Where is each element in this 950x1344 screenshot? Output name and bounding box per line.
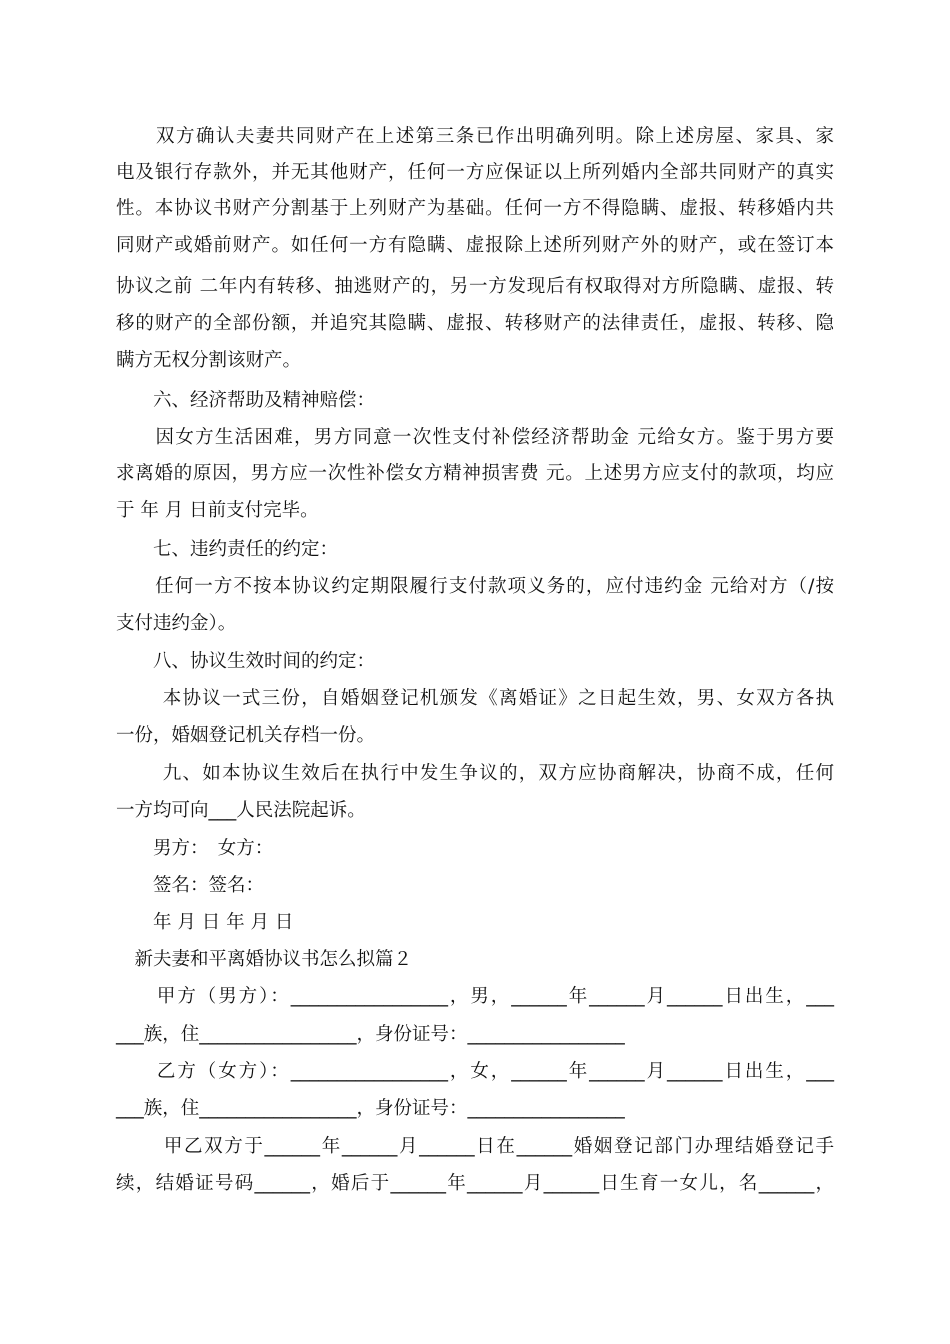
- section-6-line: 因女方生活困难，男方同意一次性支付补偿经济帮助金 元给女方。鉴于男方要: [116, 427, 834, 448]
- section-8-heading: 八、协议生效时间的约定：: [116, 651, 376, 672]
- section-6-line: 于 年 月 日前支付完毕。: [116, 500, 319, 521]
- section-9-line: 九、如本协议生效后在执行中发生争议的，双方应协商解决，协商不成，任何: [116, 763, 834, 784]
- paragraph-5-line: 移的财产的全部份额，并追究其隐瞒、虚报、转移财产的法律责任，虚报、转移、隐: [116, 313, 834, 334]
- section-9-line: 一方均可向___人民法院起诉。: [116, 800, 366, 821]
- section-8-line: 一份，婚姻登记机关存档一份。: [116, 725, 376, 746]
- section-8-line: 本协议一式三份，自婚姻登记机颁发《离婚证》之日起生效，男、女双方各执: [116, 688, 834, 709]
- section-7-line: 任何一方不按本协议约定期限履行支付款项义务的，应付违约金 元给对方（/按: [116, 576, 834, 597]
- paragraph-5-line: 双方确认夫妻共同财产在上述第三条已作出明确列明。除上述房屋、家具、家: [116, 126, 834, 147]
- section-7-line: 支付违约金）。: [116, 613, 237, 634]
- paragraph-5-line: 同财产或婚前财产。如任何一方有隐瞒、虚报除上述所列财产外的财产，或在签订本: [116, 235, 834, 256]
- article-2-title: 新夫妻和平离婚协议书怎么拟篇２: [116, 949, 413, 970]
- paragraph-5-line: 瞒方无权分割该财产。: [116, 350, 302, 371]
- party-b-line: ___族，住_________________，身份证号：_________________: [116, 1098, 625, 1119]
- signature-dates: 年 月 日 年 月 日: [116, 912, 294, 933]
- paragraph-5-line: 协议之前 二年内有转移、抽逃财产的，另一方发现后有权取得对方所隐瞒、虚报、转: [116, 276, 834, 297]
- section-6-heading: 六、经济帮助及精神赔偿：: [116, 390, 376, 411]
- party-b-line: 乙方（女方）：_________________，女，______年______月______日出生，___: [116, 1061, 834, 1082]
- marriage-line: 续，结婚证号码______，婚后于______年______月______日生育一女儿，名______，: [116, 1173, 834, 1194]
- party-a-line: 甲方（男方）：_________________，男，______年______月______日出生，___: [116, 986, 834, 1007]
- party-a-line: ___族，住_________________，身份证号：_________________: [116, 1024, 625, 1045]
- section-6-line: 求离婚的原因，男方应一次性补偿女方精神损害费 元。上述男方应支付的款项，均应: [116, 463, 834, 484]
- paragraph-5-line: 电及银行存款外，并无其他财产，任何一方应保证以上所列婚内全部共同财产的真实: [116, 162, 834, 183]
- section-7-heading: 七、违约责任的约定：: [116, 539, 339, 560]
- marriage-line: 甲乙双方于______年______月______日在______婚姻登记部门办理结婚登记手: [116, 1136, 834, 1157]
- signature-parties: 男方： 女方：: [116, 838, 274, 859]
- signature-sign: 签名：签名：: [116, 875, 265, 896]
- paragraph-5-line: 性。本协议书财产分割基于上列财产为基础。任何一方不得隐瞒、虚报、转移婚内共: [116, 198, 834, 219]
